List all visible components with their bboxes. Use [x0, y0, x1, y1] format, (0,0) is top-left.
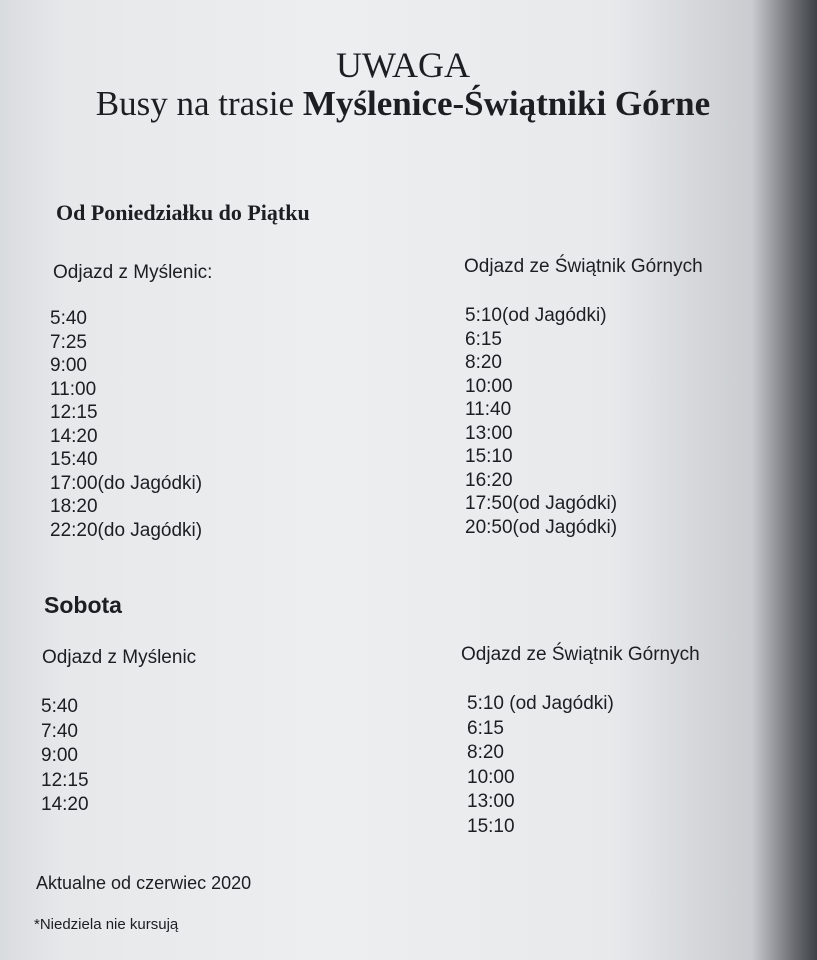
time-entry: 9:00 [50, 355, 87, 376]
time-entry: 14:20 [41, 794, 89, 815]
time-entry: 17:50(od Jagódki) [465, 493, 618, 514]
time-entry: 8:20 [467, 742, 504, 763]
time-entry: 6:15 [465, 328, 502, 350]
weekday-right-header: Odjazd ze Świątnik Górnych [464, 256, 703, 277]
saturday-right-times [467, 692, 614, 839]
time-entry: 11:40 [465, 399, 512, 420]
subtitle-prefix: Busy na trasie [95, 84, 303, 123]
sunday-note: *Niedziela nie kursują [34, 916, 179, 933]
time-entry: 6:15 [467, 717, 504, 739]
weekday-left-times [50, 307, 202, 542]
time-entry: 5:10 (od Jagódki) [467, 693, 614, 714]
time-entry: 15:10 [467, 815, 515, 837]
time-entry: 9:00 [41, 745, 78, 766]
time-entry: 13:00 [467, 791, 515, 812]
saturday-right-header: Odjazd ze Świątnik Górnych [461, 644, 700, 665]
time-entry: 13:00 [465, 422, 513, 444]
route-subtitle [0, 84, 806, 124]
time-entry: 20:50(od Jagódki) [465, 516, 618, 538]
time-entry: 10:00 [465, 375, 513, 397]
saturday-left-header: Odjazd z Myślenic [42, 647, 197, 668]
time-entry: 17:00(do Jagódki) [50, 472, 203, 494]
time-entry: 11:00 [50, 378, 97, 400]
weekday-heading: Od Poniedziałku do Piątku [56, 200, 310, 225]
time-entry: 7:25 [50, 331, 87, 353]
time-entry: 15:10 [465, 446, 513, 467]
time-entry: 12:15 [41, 769, 89, 791]
time-entry: 22:20(do Jagódki) [50, 519, 203, 541]
saturday-left-times [41, 695, 89, 818]
time-entry: 5:40 [50, 308, 87, 329]
time-entry: 18:20 [50, 496, 98, 517]
time-entry: 12:15 [50, 402, 98, 423]
weekday-left-header: Odjazd z Myślenic: [53, 262, 213, 283]
weekday-right-times [465, 304, 617, 539]
time-entry: 8:20 [465, 352, 502, 373]
time-entry: 14:20 [50, 425, 98, 447]
saturday-heading: Sobota [44, 592, 122, 618]
time-entry: 16:20 [465, 469, 513, 491]
time-entry: 15:40 [50, 449, 98, 470]
time-entry: 5:40 [41, 696, 78, 717]
route-name: Myślenice-Świątniki Górne [302, 84, 711, 123]
time-entry: 5:10(od Jagódki) [465, 305, 607, 326]
valid-from-text: Aktualne od czerwiec 2020 [36, 873, 252, 893]
time-entry: 10:00 [467, 766, 515, 788]
notice-title: UWAGA [336, 45, 470, 85]
time-entry: 7:40 [41, 720, 78, 742]
